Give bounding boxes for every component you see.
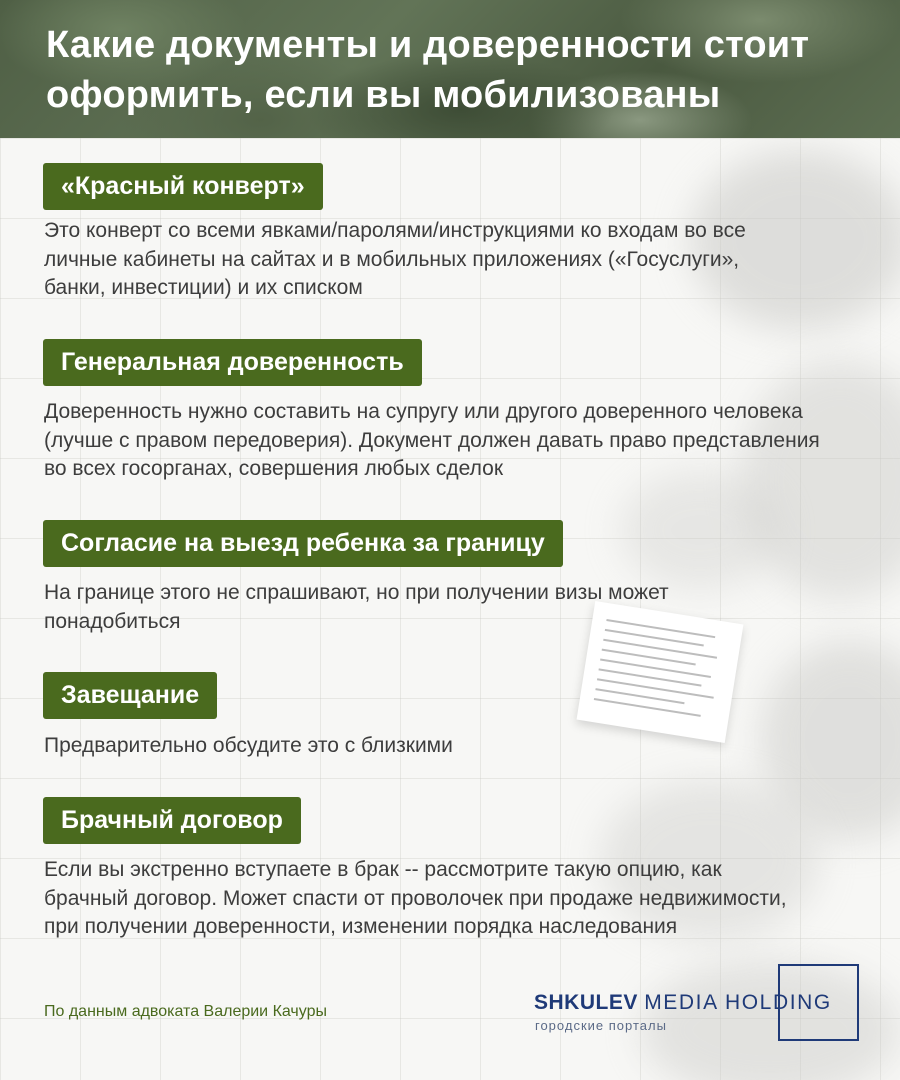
- logo-wordmark: [534, 990, 832, 1016]
- logo-brand: SHKULEV: [534, 991, 638, 1014]
- section-text-general-poa: Доверенность нужно составить на супругу или другого доверенного человека (лучше с правом передоверия). Документ должен давать право представления во всех госорганах, совершения любых сделок: [44, 400, 820, 480]
- section-tag-general-poa: Генеральная доверенность: [43, 339, 422, 386]
- section-text-child-travel-consent: На границе этого не спрашивают, но при получении визы может понадобиться: [44, 581, 669, 633]
- header-banner: [0, 0, 900, 138]
- logo-subtitle: городские порталы: [535, 1018, 667, 1033]
- logo-rest: MEDIA HOLDING: [644, 991, 832, 1014]
- section-text-red-envelope: Это конверт со всеми явками/паролями/инструкциями ко входам во все личные кабинеты на сайтах и в мобильных приложениях («Госуслуги», банки, инвестиции) и их списком: [44, 219, 746, 299]
- section-text-will: Предварительно обсудите это с близкими: [44, 734, 453, 757]
- section-tag-will: Завещание: [43, 672, 217, 719]
- source-note: По данным адвоката Валерии Качуры: [44, 1003, 327, 1020]
- section-tag-marriage-contract: Брачный договор: [43, 797, 301, 844]
- page-title: Какие документы и доверенности стоит оформить, если вы мобилизованы: [46, 24, 810, 116]
- section-text-marriage-contract: Если вы экстренно вступаете в брак -- рассмотрите такую опцию, как брачный договор. Может спасти от проволочек при продаже недвижимости, при получении доверенности, изменении порядка наследования: [44, 858, 787, 938]
- section-tag-red-envelope: «Красный конверт»: [43, 163, 323, 210]
- section-tag-child-travel-consent: Согласие на выезд ребенка за границу: [43, 520, 563, 567]
- background-blur: [620, 470, 780, 590]
